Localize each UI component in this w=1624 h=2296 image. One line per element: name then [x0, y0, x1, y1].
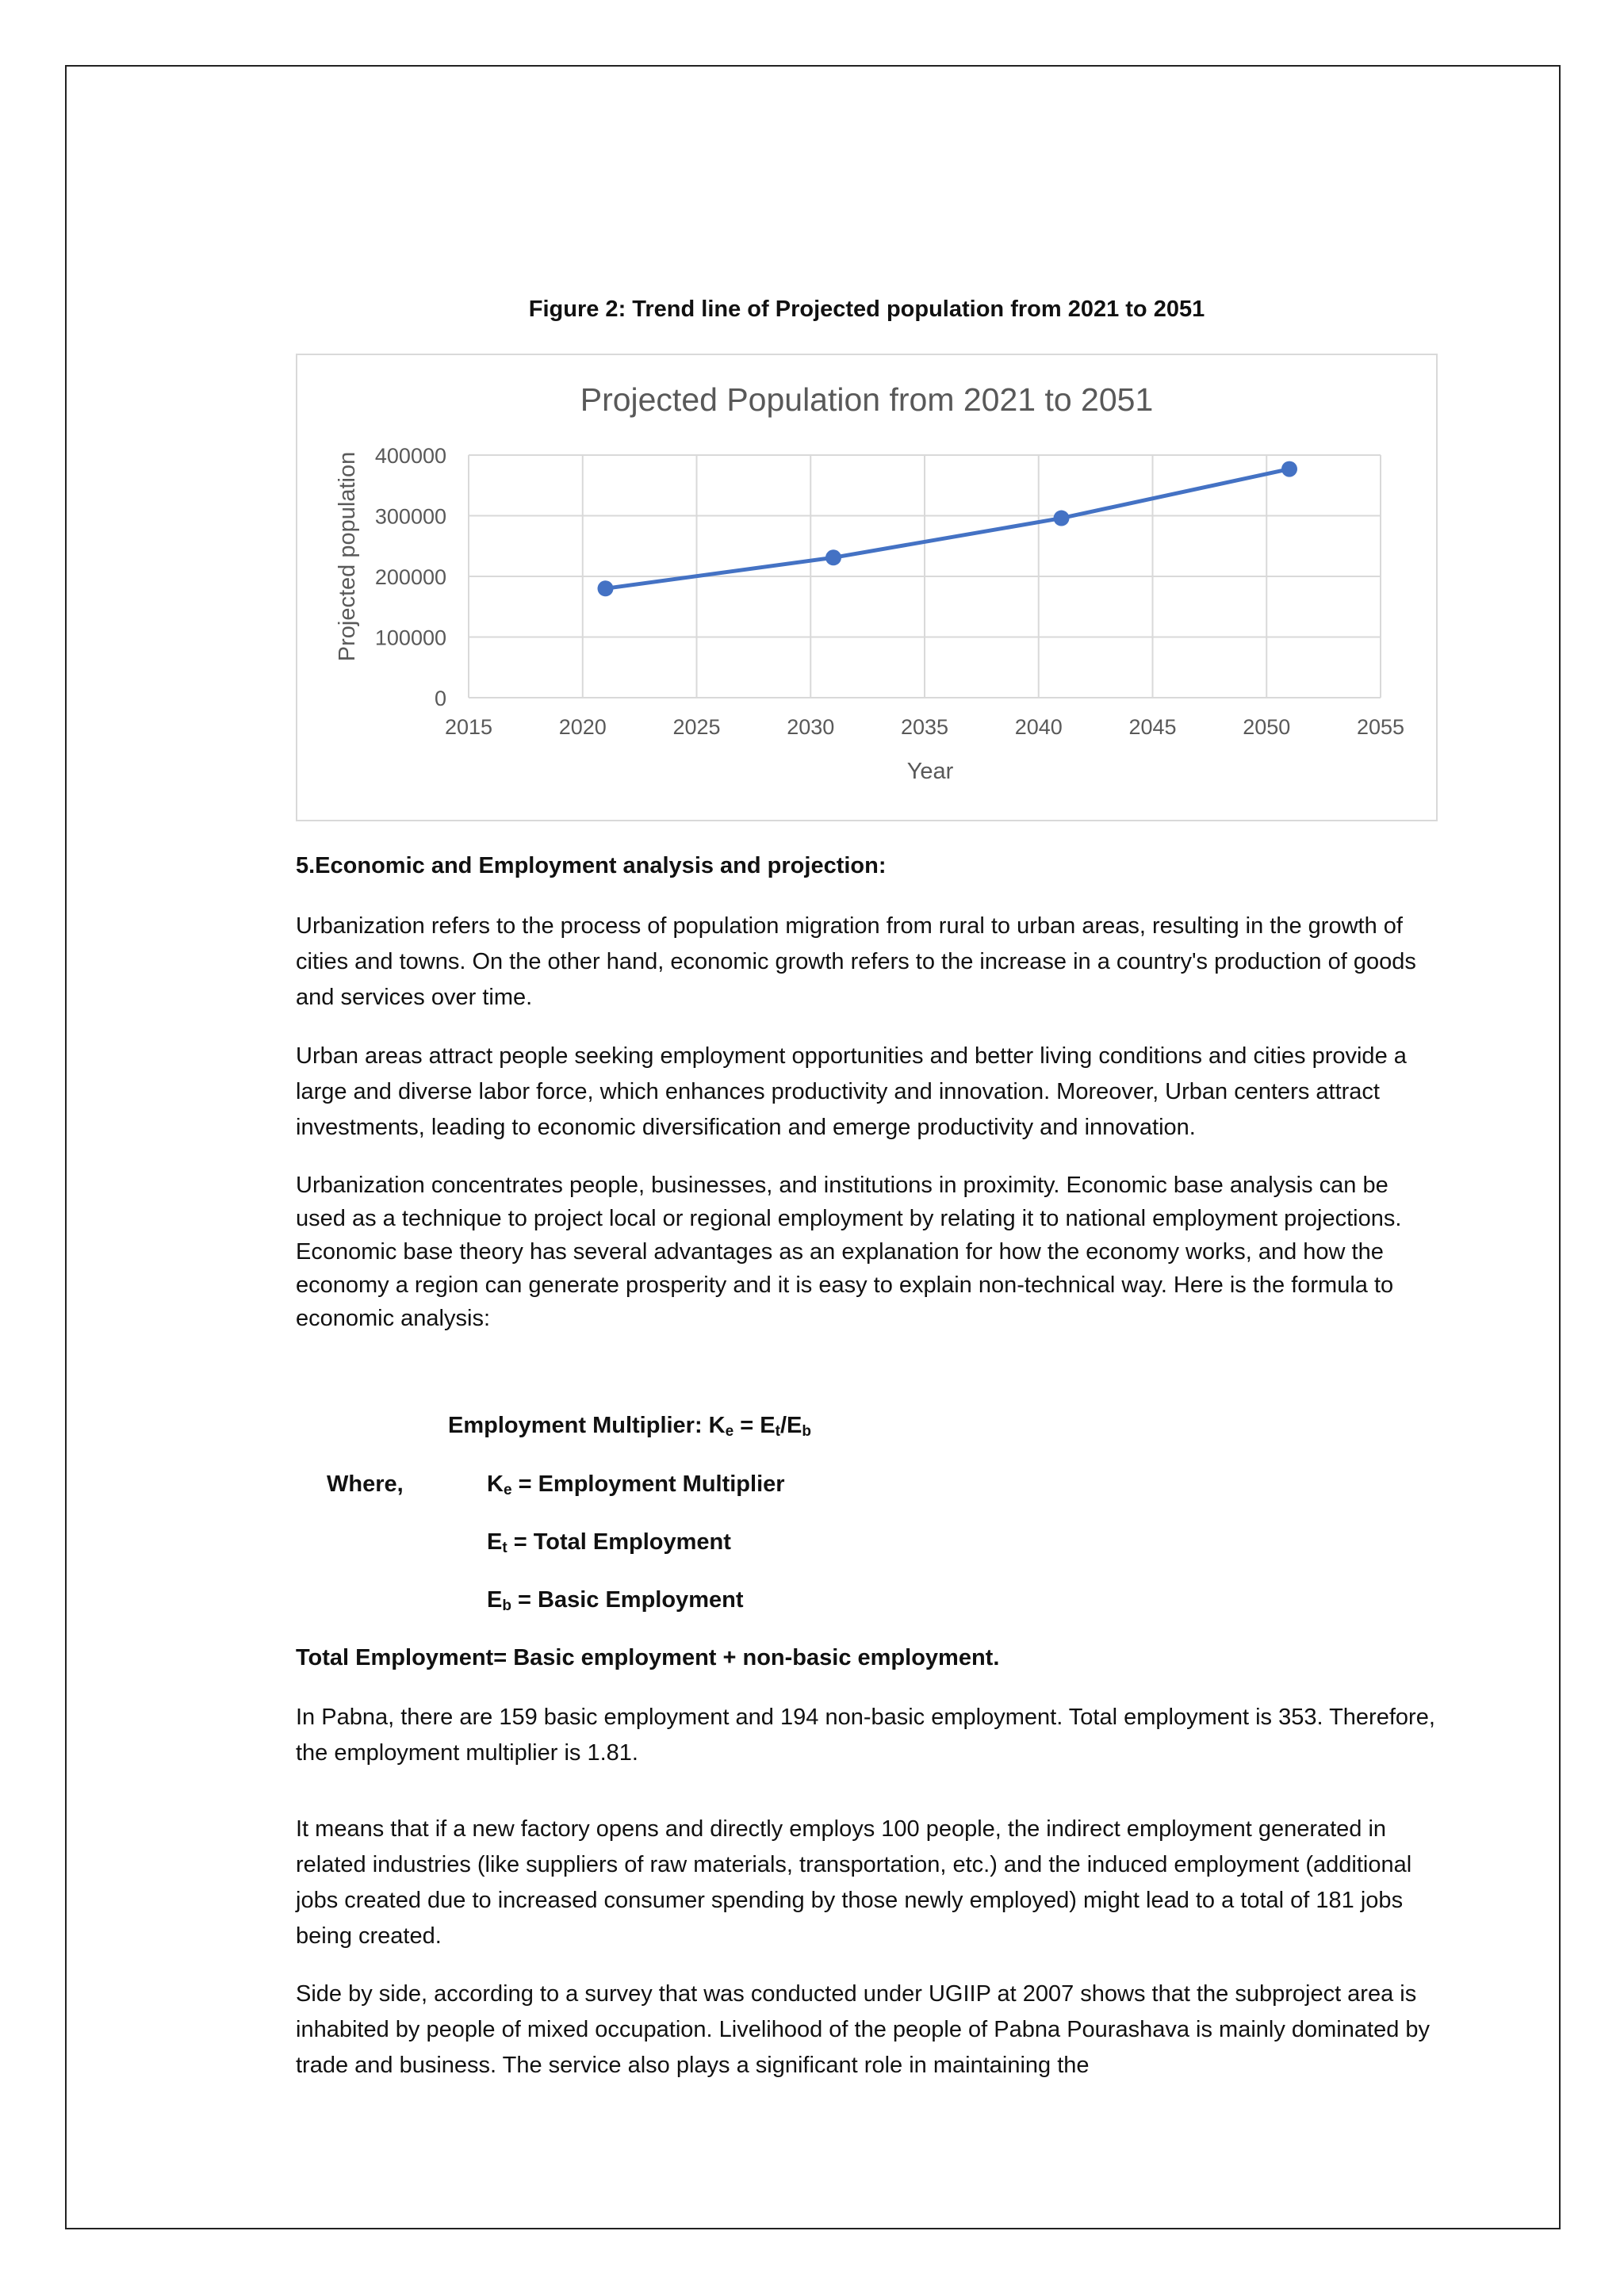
formula-sub-b: b	[802, 1423, 811, 1440]
section-heading: 5.Economic and Employment analysis and projection:	[296, 853, 887, 878]
x-tick-label: 2025	[672, 715, 721, 739]
chart-x-axis-label: Year	[906, 759, 954, 784]
formula-et-definition	[487, 1529, 731, 1557]
formula-et-def: = Total Employment	[507, 1529, 731, 1555]
paragraph-urbanization-definition: Urbanization refers to the process of population migration from rural to urban areas, resulting in the growth of cities and towns. On the other hand, economic growth refers to the increase in a country's production of goods and services over time.	[296, 913, 1416, 1010]
series-line	[606, 469, 1290, 589]
formula-total-employment: Total Employment= Basic employment + non-basic employment.	[296, 1645, 1000, 1670]
figure-caption: Figure 2: Trend line of Projected population from 2021 to 2051	[528, 297, 1205, 322]
formula-t-sub: t	[502, 1540, 508, 1556]
formula-k-sub: e	[503, 1482, 512, 1498]
y-tick-label: 300000	[374, 504, 446, 529]
x-tick-label: 2055	[1356, 715, 1405, 739]
formula-multiplier-label: Employment Multiplier: K	[448, 1413, 726, 1438]
paragraph-pabna-employment: In Pabna, there are 159 basic employment and 194 non-basic employment. Total employment is 353. Therefore, the employment multiplier is 1.81.	[296, 1705, 1435, 1766]
formula-e-letter-b: E	[487, 1587, 503, 1613]
formula-slash: /E	[779, 1413, 802, 1438]
data-point	[598, 580, 614, 596]
formula-ke-definition	[487, 1471, 785, 1499]
x-tick-label: 2020	[558, 715, 607, 739]
formula-employment-multiplier	[448, 1413, 811, 1441]
y-tick-label: 200000	[374, 565, 446, 589]
chart-gridlines	[469, 455, 1381, 698]
y-tick-label: 0	[434, 687, 446, 710]
y-tick-label: 100000	[374, 626, 446, 650]
x-tick-label: 2045	[1128, 715, 1177, 739]
data-point	[1281, 461, 1297, 477]
x-tick-label: 2015	[444, 715, 493, 739]
formula-k-letter: K	[487, 1471, 504, 1497]
paragraph-urban-attraction: Urban areas attract people seeking employment opportunities and better living conditions and cities provide a large and diverse labor force, which enhances productivity and innovation. Moreover, Urban centers attract investments, leading to economic diversification and emerge productivity and innovation.	[296, 1043, 1407, 1140]
formula-e-letter-t: E	[487, 1529, 503, 1555]
formula-k-def: = Employment Multiplier	[511, 1471, 785, 1497]
formula-b-sub: b	[502, 1598, 511, 1614]
paragraph-ugiip-survey: Side by side, according to a survey that was conducted under UGIIP at 2007 shows that the subproject area is inhabited by people of mixed occupation. Livelihood of the people of Pabna Pourashava is mainly dominated by trade and business. The service also plays a significant role in maintaining the	[296, 1981, 1431, 2078]
x-tick-label: 2035	[900, 715, 949, 739]
formula-eb-def: = Basic Employment	[511, 1587, 744, 1613]
chart-container	[296, 354, 1438, 821]
formula-where: Where,	[327, 1471, 404, 1497]
paragraph-economic-base: Urbanization concentrates people, businesses, and institutions in proximity. Economic base analysis can be used as a technique to project local or regional employment by relating it to national employment projections. Economic base theory has several advantages as an explanation for how the economy works, and how the economy a region can generate prosperity and it is easy to explain non-technical way. Here is the formula to economic analysis:	[296, 1173, 1402, 1331]
formula-sub-t: t	[775, 1423, 780, 1440]
x-tick-label: 2050	[1243, 715, 1291, 739]
data-point	[825, 549, 841, 565]
chart-tick-labels	[375, 444, 1404, 739]
population-chart	[297, 355, 1436, 820]
paragraph-multiplier-meaning: It means that if a new factory opens and directly employs 100 people, the indirect employment generated in related industries (like suppliers of raw materials, transportation, etc.) and the induced employment (additional jobs created due to increased consumer spending by those newly employed) might lead to a total of 181 jobs being created.	[296, 1816, 1412, 1949]
formula-eq: = E	[733, 1413, 776, 1438]
x-tick-label: 2030	[787, 715, 835, 739]
y-tick-label: 400000	[374, 444, 446, 468]
chart-title: Projected Population from 2021 to 2051	[580, 381, 1154, 418]
chart-y-axis-label: Projected population	[335, 451, 360, 662]
formula-sub-e: e	[725, 1423, 734, 1440]
data-point	[1054, 511, 1070, 526]
formula-eb-definition	[487, 1587, 743, 1615]
x-tick-label: 2040	[1014, 715, 1063, 739]
